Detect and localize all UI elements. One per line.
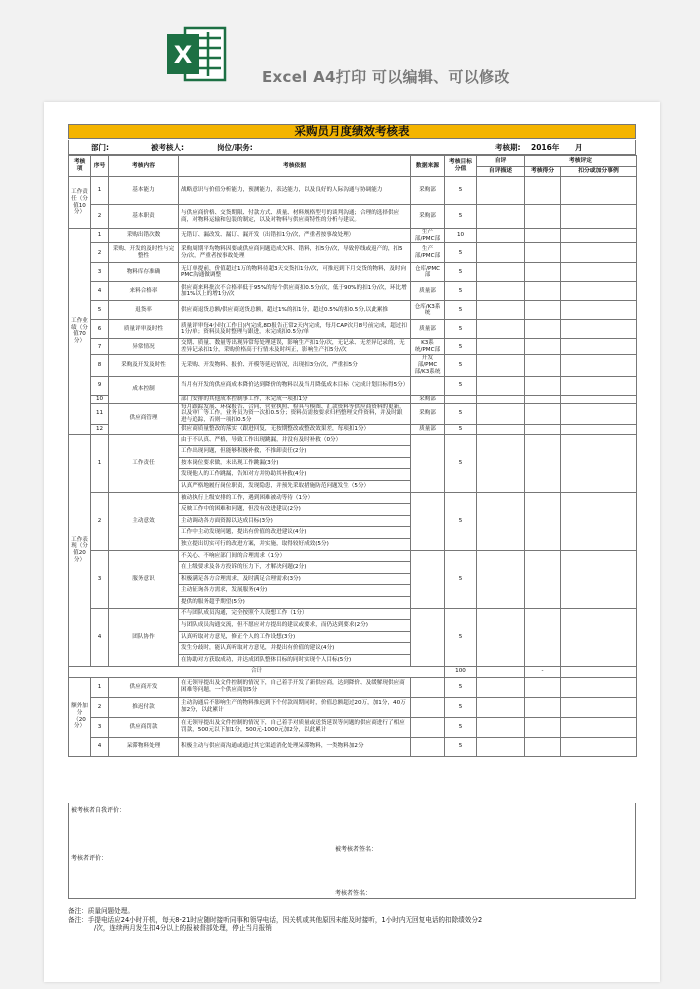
row-no: 3: [91, 717, 109, 737]
row-target: 5: [445, 355, 477, 376]
row-basis-line: 工作中主动发现问题，提出有价值的改进建议(4分): [179, 527, 411, 539]
col-header-item: 考核项: [69, 156, 91, 177]
col-header-self-eval: 自评: [477, 156, 525, 167]
row-adjust[interactable]: [561, 263, 637, 282]
row-content: 退货率: [109, 301, 179, 320]
table-row: [69, 550, 637, 562]
row-self-desc[interactable]: [477, 492, 525, 550]
row-content: 来料合格率: [109, 282, 179, 301]
row-score[interactable]: [525, 355, 561, 376]
row-adjust[interactable]: [561, 608, 637, 666]
row-source: 仓库/PMC部: [411, 263, 445, 282]
row-target: 5: [445, 339, 477, 355]
header-row: [69, 156, 637, 167]
table-row: [69, 282, 637, 301]
svg-text:X: X: [173, 41, 193, 69]
row-no: 1: [91, 434, 109, 492]
row-score[interactable]: [525, 339, 561, 355]
row-self-desc[interactable]: [477, 608, 525, 666]
row-target: 5: [445, 737, 477, 756]
col-header-score: 考核得分: [525, 167, 561, 177]
row-adjust[interactable]: [561, 737, 637, 756]
row-source: 质量部: [411, 424, 445, 434]
col-header-content: 考核内容: [109, 156, 179, 177]
comments-section: [68, 803, 636, 899]
row-source: [411, 737, 445, 756]
col-header-source: 数据来源: [411, 156, 445, 177]
total-label: 合计: [69, 666, 445, 677]
row-no: 3: [91, 263, 109, 282]
total-value: 100: [445, 666, 477, 677]
row-adjust[interactable]: [561, 550, 637, 608]
row-self-desc[interactable]: [477, 301, 525, 320]
note-line: 备注：手提电话应24小时开机，每天8-21时应随时接听同事和领导电话，因关机或其他原因未能及时接听，1小时内无回复电话的扣除绩效分2: [68, 915, 483, 924]
row-self-desc[interactable]: [477, 355, 525, 376]
row-basis-line: 积极满足各方合理需求，及时满足合理需求(3分): [179, 573, 411, 585]
note-line: 备注：质量问题处理。: [68, 907, 134, 915]
row-basis-line: 提供的服务超乎期望(5分): [179, 596, 411, 608]
row-source: [411, 717, 445, 737]
period-month: 月: [575, 143, 583, 152]
row-target: 5: [445, 697, 477, 717]
row-content: 物料库存准确: [109, 263, 179, 282]
row-self-desc[interactable]: [477, 376, 525, 395]
row-adjust[interactable]: [561, 229, 637, 243]
row-basis: 积极主动与供应商沟通或通过其它渠道消化处理呆滞物料，一类物料加2分: [179, 737, 411, 756]
row-content: 成本控制: [109, 376, 179, 403]
row-basis: 无订单提前，价值超过1万的物料待超3天交货扣1分/次，可推迟到下月交货的物料，及时向PMC沟通做调整: [179, 263, 411, 282]
row-basis: 每月跟踪发展、环保报告、合同、营业执照、检具与模图、汇款资料等供应商资料的更新，以及审厂等工作。业务员为资一次扣0.5分；资料员需按要求归档整理文件资料，并及时跟进与追踪，否则一项扣0.5分: [179, 403, 411, 424]
table-row: [69, 301, 637, 320]
row-score[interactable]: [525, 717, 561, 737]
col-header-self-desc: 自评描述: [477, 167, 525, 177]
row-basis-line: 与团队成员沟通交流，但不愿应对方提出的建议或要求，而仍达到要求(2分): [179, 620, 411, 632]
row-target: [445, 395, 477, 403]
row-self-desc[interactable]: [477, 282, 525, 301]
row-no: 4: [91, 608, 109, 666]
total-adjust: [561, 666, 637, 677]
table-row: [69, 229, 637, 243]
table-row: [69, 320, 637, 339]
row-score[interactable]: [525, 492, 561, 550]
row-target: 5: [445, 243, 477, 263]
row-self-desc[interactable]: [477, 177, 525, 205]
row-self-desc[interactable]: [477, 717, 525, 737]
position-label: 岗位/职务:: [217, 143, 253, 152]
row-basis-line: 独立提出切实可行的改进方案，并实施，取得较好成效(5分): [179, 538, 411, 550]
group-label: 工作责任（分值10分）: [69, 177, 91, 229]
row-target: 5: [445, 301, 477, 320]
row-basis: 主动沟通后不影响生产的物料推迟到下个付款周期同时，价值总额超过20万，加1分，40万加2分，以此累计: [179, 697, 411, 717]
row-source: 开发部/PMC部/K3系统: [411, 355, 445, 376]
row-source: [411, 376, 445, 395]
assessor-sign-label: 考核者签名：: [335, 890, 372, 897]
total-row: [69, 666, 637, 677]
row-basis: 无采购、开发物料、报价、开模等延迟情况，出现扣3分/次，严重扣5分: [179, 355, 411, 376]
table-row: [69, 355, 637, 376]
row-target: 5: [445, 608, 477, 666]
row-target: 5: [445, 550, 477, 608]
row-target: 5: [445, 492, 477, 550]
row-score[interactable]: [525, 403, 561, 424]
table-row: [69, 243, 637, 263]
table-row: [69, 492, 637, 504]
row-score[interactable]: [525, 243, 561, 263]
total-self: [477, 666, 525, 677]
row-adjust[interactable]: [561, 301, 637, 320]
row-self-desc[interactable]: [477, 243, 525, 263]
row-adjust[interactable]: [561, 355, 637, 376]
row-source: K3系统/PMC部: [411, 339, 445, 355]
row-no: 1: [91, 229, 109, 243]
row-basis-line: 不与团队成员沟通，完全按照个人设想工作（1分）: [179, 608, 411, 620]
row-no: 2: [91, 243, 109, 263]
self-eval-label: 被考核者自我评价：: [71, 807, 126, 814]
row-target: 5: [445, 424, 477, 434]
group-label: 工作表现（分值20分）: [69, 434, 91, 666]
assessor-eval-label: 考核者评价：: [71, 855, 108, 862]
row-basis-line: 被动执行上级安排的工作，遇到困难被动等待（1分）: [179, 492, 411, 504]
period-year: 2016年: [531, 143, 560, 152]
row-content: 供应商管理: [109, 403, 179, 434]
row-adjust[interactable]: [561, 376, 637, 395]
row-adjust[interactable]: [561, 243, 637, 263]
row-no: 4: [91, 737, 109, 756]
row-basis: 在无领导提出及文件控制的情况下，自己着手对质量或送货延误等问题的供应商进行了相应罚款，500元以下加1分，500元-1000元加2分，以此累计: [179, 717, 411, 737]
row-content: 工作责任: [109, 434, 179, 492]
row-adjust[interactable]: [561, 697, 637, 717]
table-row: [69, 403, 637, 424]
row-self-desc[interactable]: [477, 677, 525, 697]
row-source: 采购部: [411, 177, 445, 205]
row-self-desc[interactable]: [477, 229, 525, 243]
row-adjust[interactable]: [561, 339, 637, 355]
row-adjust[interactable]: [561, 177, 637, 205]
row-score[interactable]: [525, 434, 561, 492]
row-target: 5: [445, 677, 477, 697]
row-basis-line: 认真严格地履行岗位职责，发现隐患，并预先采取措施防范问题发生（5分）: [179, 481, 411, 493]
row-score[interactable]: [525, 177, 561, 205]
row-target: 5: [445, 177, 477, 205]
dept-label: 部门:: [91, 143, 109, 152]
col-header-adjust: 扣分或加分事例: [561, 167, 637, 177]
row-adjust[interactable]: [561, 424, 637, 434]
row-no: 6: [91, 320, 109, 339]
row-adjust[interactable]: [561, 395, 637, 403]
row-basis: 无错订、漏改发、漏订、漏开发（出错扣1分/次，严重者按事故处理）: [179, 229, 411, 243]
row-source: 质量部: [411, 282, 445, 301]
row-no: 3: [91, 550, 109, 608]
form-meta-row: [68, 140, 636, 155]
table-row: [69, 376, 637, 395]
row-self-desc[interactable]: [477, 320, 525, 339]
row-content: 采购、开发的及时性与完整性: [109, 243, 179, 263]
table-row: [69, 434, 637, 446]
row-basis: 交期、质量、数量等出现异常每处理延误，影响生产扣1分/次，无记录、无差异记录的，无差异记录扣1分，采购价格高于行情未及时纠正，影响生产扣5分/次: [179, 339, 411, 355]
excel-logo-icon: [165, 22, 227, 86]
row-basis-line: 在上级要求及各方投诉的压力下，才解决问题(2分): [179, 562, 411, 574]
row-content: 呆滞物料处理: [109, 737, 179, 756]
group-label: 工作业绩（分值70分）: [69, 229, 91, 435]
table-row: [69, 205, 637, 229]
row-score[interactable]: [525, 608, 561, 666]
row-content: 团队协作: [109, 608, 179, 666]
row-source: [411, 608, 445, 666]
row-content: 采购出错次数: [109, 229, 179, 243]
row-self-desc[interactable]: [477, 424, 525, 434]
row-basis: 当月有开发的供应商成本降价达到降价的物料以及当月降低成本目标（完成计划目标得5分）: [179, 376, 411, 395]
row-basis: 与供应商价格、交货期限、付款方式、质量、材料规格型号的谈判沟通；合理的选择供应商，对物料运输和包装的制定，以及对物料与供应商特性的分析与建议。: [179, 205, 411, 229]
row-source: 采购部: [411, 205, 445, 229]
row-adjust[interactable]: [561, 205, 637, 229]
row-score[interactable]: [525, 282, 561, 301]
row-target: 5: [445, 403, 477, 424]
row-no: 9: [91, 376, 109, 395]
row-source: [411, 434, 445, 492]
table-row: [69, 339, 637, 355]
row-no: 5: [91, 301, 109, 320]
row-basis-line: 主动调动各方面资源以达成目标(3分): [179, 515, 411, 527]
row-target: 5: [445, 263, 477, 282]
row-self-desc[interactable]: [477, 737, 525, 756]
row-score[interactable]: [525, 677, 561, 697]
row-basis: 供应商来料批次不合格率低于95%的每个供应商扣0.5分/次，低于90%的扣1分/次，环比增加1%以上的增1分/次: [179, 282, 411, 301]
row-self-desc[interactable]: [477, 205, 525, 229]
row-target: 5: [445, 376, 477, 395]
employee-label: 被考核人:: [151, 143, 184, 152]
assessment-table: [68, 155, 637, 757]
row-self-desc[interactable]: [477, 434, 525, 492]
row-basis-line: 工作出现问题，但能够积极补救，不推卸责任(2分): [179, 446, 411, 458]
row-score[interactable]: [525, 395, 561, 403]
row-target: 10: [445, 229, 477, 243]
row-score[interactable]: [525, 263, 561, 282]
table-row: [69, 717, 637, 737]
row-source: 生产部/PMC部: [411, 229, 445, 243]
row-score[interactable]: [525, 697, 561, 717]
row-source: 生产部/PMC部: [411, 243, 445, 263]
row-source: 质量部: [411, 320, 445, 339]
row-basis-line: 反映工作中的困难和问题，但没有改进建议(2分): [179, 504, 411, 516]
row-no: 1: [91, 177, 109, 205]
period-label: 考核期:: [495, 143, 521, 152]
row-basis-line: 由于不认真、严格，导致工作出现跳漏，并没有及时补救（0分）: [179, 434, 411, 446]
row-target: 5: [445, 434, 477, 492]
row-target: 5: [445, 282, 477, 301]
row-no: 8: [91, 355, 109, 376]
row-target: 5: [445, 717, 477, 737]
row-basis-line: 按本岗位要求做，未出现工作跳漏(3分): [179, 457, 411, 469]
row-basis-line: 主动征询各方需求，发展服务(4分): [179, 585, 411, 597]
row-source: [411, 677, 445, 697]
row-content: 质量评审及时性: [109, 320, 179, 339]
col-header-basis: 考核依据: [179, 156, 411, 177]
table-row: [69, 737, 637, 756]
worksheet-page: [44, 102, 660, 982]
row-no: 2: [91, 492, 109, 550]
row-adjust[interactable]: [561, 492, 637, 550]
row-adjust[interactable]: [561, 320, 637, 339]
row-basis: 质量评审每4小时(工作日)内完成,8D报告正常2天内完成，每月CAP次月8号前完成，超过扣1分/单；资料员及时整理与跟进，未完成扣0.5分/单: [179, 320, 411, 339]
row-source: [411, 697, 445, 717]
row-basis: 在无领导提出及文件控制的情况下，自己着手开发了新供应商，达到降价、及缓解现供应商困难等问题，一个供应商加5分: [179, 677, 411, 697]
row-basis: 供应商质量整改的落实（跟进回复，无按期整改或整改效果差，每项扣1分）: [179, 424, 411, 434]
row-basis-line: 在协助对方获取成功，并达成团队整体目标的同时实现个人目标(5分): [179, 654, 411, 666]
row-content: 推迟付款: [109, 697, 179, 717]
row-no: 11: [91, 403, 109, 424]
table-row: [69, 677, 637, 697]
row-content: 服务意识: [109, 550, 179, 608]
row-content: 基本能力: [109, 177, 179, 205]
row-source: [411, 550, 445, 608]
row-content: 主动意效: [109, 492, 179, 550]
self-sign-label: 被考核者签名：: [335, 846, 378, 853]
row-basis-line: 发现他人的工作跳漏，告知对方并协助其补救(4分): [179, 469, 411, 481]
row-content: 采购及开发及时性: [109, 355, 179, 376]
table-row: [69, 177, 637, 205]
row-content: 基本职责: [109, 205, 179, 229]
row-score[interactable]: [525, 320, 561, 339]
row-source: 仓库/K3系统: [411, 301, 445, 320]
row-basis-line: 发生分歧时，能认真听取对方意见，并提出有价值的建议(4分): [179, 643, 411, 655]
row-self-desc[interactable]: [477, 550, 525, 608]
row-target: 5: [445, 205, 477, 229]
col-header-assess: 考核评定: [525, 156, 637, 167]
note-line: /次，连续两月发生扣4分以上的报被督部处理，停止当月报销: [94, 924, 272, 933]
row-no: 4: [91, 282, 109, 301]
row-basis-line: 不关心、不响应部门间的合理需求（1分）: [179, 550, 411, 562]
row-basis: 采购周期平均物料因要或供应商问题造成欠料、错料，扣5分/次，导致停线或返产的，扣5分/次，严重者按事故处理: [179, 243, 411, 263]
row-no: 2: [91, 697, 109, 717]
row-content: 供应商开发: [109, 677, 179, 697]
row-source: [411, 492, 445, 550]
row-score[interactable]: [525, 229, 561, 243]
col-header-no: 序号: [91, 156, 109, 177]
col-header-target: 考核目标分值: [445, 156, 477, 177]
row-self-desc[interactable]: [477, 697, 525, 717]
row-adjust[interactable]: [561, 677, 637, 697]
row-self-desc[interactable]: [477, 403, 525, 424]
row-self-desc[interactable]: [477, 263, 525, 282]
row-basis: 战略意识与价值分析能力，预测能力，表达能力，以及良好的人际沟通与协调能力: [179, 177, 411, 205]
row-adjust[interactable]: [561, 434, 637, 492]
row-source: 采购部: [411, 395, 445, 403]
row-adjust[interactable]: [561, 403, 637, 424]
row-target: 5: [445, 320, 477, 339]
total-dash: -: [525, 666, 561, 677]
row-no: 1: [91, 677, 109, 697]
table-row: [69, 608, 637, 620]
row-score[interactable]: [525, 205, 561, 229]
row-source: 采购部: [411, 403, 445, 424]
row-basis-line: 认真听取对方意见，修正个人的工作设想(3分): [179, 631, 411, 643]
row-content: 异常情况: [109, 339, 179, 355]
row-no: 7: [91, 339, 109, 355]
row-score[interactable]: [525, 550, 561, 608]
row-self-desc[interactable]: [477, 395, 525, 403]
promo-title: Excel A4打印 可以编辑、可以修改: [262, 68, 510, 86]
row-adjust[interactable]: [561, 282, 637, 301]
row-basis: 部门安排的其他成本控制事工作，未完成一项扣1分: [179, 395, 411, 403]
promo-banner: [0, 0, 700, 110]
row-score[interactable]: [525, 424, 561, 434]
table-row: [69, 697, 637, 717]
row-no: 10: [91, 395, 109, 403]
form-title: 采购员月度绩效考核表: [68, 124, 636, 139]
row-no: 2: [91, 205, 109, 229]
notes-section: [68, 907, 636, 933]
row-self-desc[interactable]: [477, 339, 525, 355]
row-score[interactable]: [525, 376, 561, 395]
row-content: 供应商罚款: [109, 717, 179, 737]
row-basis: 供应商退货总额/供应商送货总额，超过1%的扣1分，超过0.5%的扣0.5分,以此累推: [179, 301, 411, 320]
table-row: [69, 263, 637, 282]
row-score[interactable]: [525, 737, 561, 756]
row-no: 12: [91, 424, 109, 434]
row-score[interactable]: [525, 301, 561, 320]
group-label: 额外加分（20分）: [69, 677, 91, 756]
row-adjust[interactable]: [561, 717, 637, 737]
